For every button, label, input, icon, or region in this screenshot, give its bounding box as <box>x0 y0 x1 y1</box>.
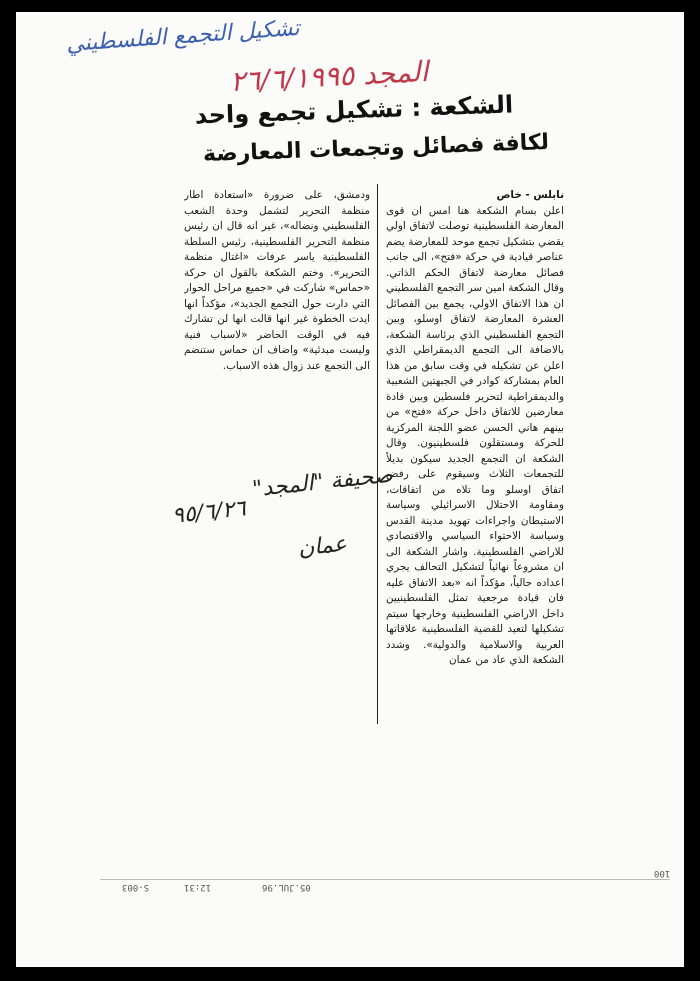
handwritten-newspaper-label: صحيفة "المجد" <box>251 462 394 503</box>
article-right-column <box>386 188 564 722</box>
fax-header-rule <box>100 879 670 880</box>
handwritten-newspaper-city: عمان <box>296 531 348 562</box>
fax-code: S-003 <box>122 882 150 892</box>
handwritten-topic: تشكيل التجمع الفلسطيني <box>65 15 301 58</box>
fax-time: 12:31 <box>184 882 212 892</box>
article-headline-line1: الشكعة : تشكيل تجمع واحد <box>194 90 514 130</box>
handwritten-newspaper-date: ٩٥/٦/٢٦ <box>170 496 248 529</box>
fax-date: 05.JUL.96 <box>262 882 311 892</box>
article-headline-line2: لكافة فصائل وتجمعات المعارضة <box>202 129 550 168</box>
fax-page: 100 <box>654 868 671 878</box>
article-right-text: اعلن بسام الشكعة هنا امس ان قوى المعارضة الفلسطينية توصلت لاتفاق اولي يقضي بتشكيل تجمع موحد للمعارضة يضم عناصر قيادية في حركة «فتح»، الى جانب فصائل معارضة لاتفاق الحكم الذاتي. وقال الشكعة امين سر التجمع الفلسطيني ان هذا الاتفاق الاولي، يجمع بين الفصائل العشرة المعارضة لاتفاق اوسلو، وبين التجمع الفلسطيني الذي برئاسة الشكعة، بالاضافة الى التجمع الديمقراطي الذي اعلن عن تشكيله في وقت سابق من هذا العام بمشاركة كوادر في الجبهتين الشعبية والديمقراطية لتحرير فلسطين وبين قادة معارضين للاتفاق داخل حركة «فتح» من بينهم هاني الحسن عضو اللجنة المركزية للحركة ومستقلون فلسطينيون. وقال الشكعة ان التجمع الجديد سيكون بديلاً للتجمعات الثلاث وسيقوم على رفض اتفاق اوسلو وما تلاه من اتفاقات، ومقاومة الاحتلال الاسرائيلي وسياسة الاستيطان واجراءات تهويد مدينة القدس وسياسة الاحتواء السياسي والاقتصادي للاراضي الفلسطينية. واشار الشكعة الى ان مشروعاً نهائياً لتشكيل التحالف يجري اعداده حالياً، مؤكداً انه «بعد الاتفاق عليه فان قيادة مرجعية تمثل الفلسطينيين داخل الاراضي الفلسطينية وخارجها سيتم تشكيلها لتعيد للقضية الفلسطينية علاقاتها العربية والاسلامية والدولية». وشدد الشكعة الذي عاد من عمان <box>386 204 564 666</box>
article-byline: نابلس - خاص <box>496 189 564 201</box>
article-left-column <box>184 188 370 400</box>
newspaper-clipping <box>178 90 566 728</box>
article-left-text: ودمشق، على ضرورة «استعادة اطار منظمة التحرير لتشمل وحدة الشعب الفلسطيني ونضاله»، غير انه قال ان رئيس منظمة التحرير الفلسطينية، رئيس السلطة الفلسطينية ياسر عرفات «اغتال منظمة التحرير». وختم الشكعة بالقول ان حركة «حماس» شاركت في «جميع مراحل الحوار التي دارت حول التجمع الجديد»، مؤكداً انها ايدت الخطوة غير انها قالت انها لن تشارك فيه في الوقت الحاضر «لاسباب فنية وليست مبدئية» واضاف ان حماس ستنضم الى التجمع عند زوال هذه الاسباب. <box>184 189 370 372</box>
column-separator <box>377 184 378 724</box>
handwritten-source-date: المجد ٢٦/٦/١٩٩٥ <box>229 54 430 99</box>
